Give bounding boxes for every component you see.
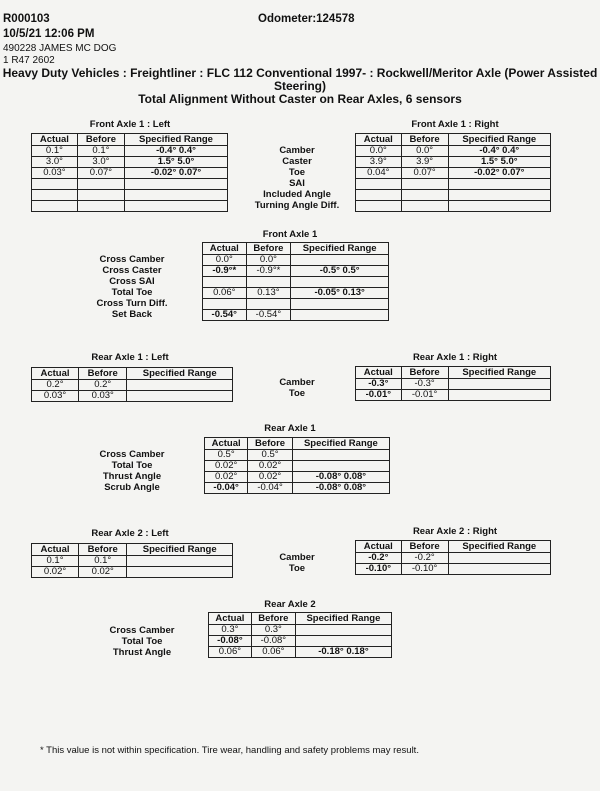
- cell-before: 3.0°: [77, 157, 124, 168]
- label-rear1-toe: Toe: [288, 388, 306, 399]
- cell-actual: 0.04°: [356, 168, 402, 179]
- col-before-header: Before: [77, 134, 124, 146]
- cell-before: 0.5°: [248, 450, 293, 461]
- cell-before: 0.1°: [77, 146, 124, 157]
- label-r1-total-toe: Total Toe: [111, 460, 153, 471]
- cell-actual: 0.3°: [209, 625, 252, 636]
- cell-before: -0.08°: [251, 636, 295, 647]
- label-rear2-toe: Toe: [288, 563, 306, 574]
- table-row: [32, 179, 228, 190]
- cell-range: -0.5° 0.5°: [291, 266, 389, 277]
- table-row: [32, 201, 228, 212]
- label-caster: Caster: [282, 156, 312, 167]
- cell-range: [291, 255, 389, 266]
- table-header-row: [356, 541, 551, 553]
- label-rear1-camber: Camber: [279, 377, 315, 388]
- table-row: [32, 380, 233, 391]
- table-header-row: [205, 438, 390, 450]
- vehicle-title-line1: Heavy Duty Vehicles : Freightliner : FLC 112 Conventional 1997- : Rockwell/Meritor Axle (Power Assisted: [2, 66, 598, 80]
- cell-actual: 0.03°: [32, 391, 79, 402]
- cell-actual: -0.9°*: [203, 266, 247, 277]
- front-measurement-labels: [222, 145, 372, 211]
- cell-range: -0.02° 0.07°: [448, 168, 550, 179]
- rear1-left-table: [31, 367, 233, 402]
- label-r1-thrust-angle: Thrust Angle: [102, 471, 162, 482]
- cell-actual: 3.0°: [32, 157, 78, 168]
- table-row: [356, 168, 551, 179]
- cell-range: [127, 380, 233, 391]
- cell-before: 0.13°: [246, 288, 291, 299]
- cell-actual: 0.06°: [209, 647, 252, 658]
- table-row: [205, 472, 390, 483]
- cell-range: -0.08° 0.08°: [292, 472, 389, 483]
- table-row: [356, 179, 551, 190]
- cell-before: -0.10°: [401, 564, 448, 575]
- cell-before: -0.9°*: [246, 266, 291, 277]
- col-actual-header: Actual: [203, 243, 247, 255]
- cell-before: [77, 201, 124, 212]
- col-before-header: Before: [248, 438, 293, 450]
- front-right-title: Front Axle 1 : Right: [411, 119, 499, 130]
- cell-actual: [203, 277, 247, 288]
- cell-range: [125, 190, 228, 201]
- report-datetime: 10/5/21 12:06 PM: [3, 28, 95, 40]
- table-row: [203, 255, 389, 266]
- col-actual-header: Actual: [32, 134, 78, 146]
- front-axle-labels: [72, 254, 192, 320]
- rear1-measurement-labels: [252, 377, 342, 399]
- cell-range: [292, 461, 389, 472]
- cell-before: 0.3°: [251, 625, 295, 636]
- cell-before: 0.02°: [248, 461, 293, 472]
- col-specified-range-header: Specified Range: [127, 544, 233, 556]
- cell-actual: -0.04°: [205, 483, 248, 494]
- cell-range: [292, 450, 389, 461]
- col-actual-header: Actual: [209, 613, 252, 625]
- vehicle-title-line2: Steering): [273, 79, 326, 93]
- label-turning-angle-diff: Turning Angle Diff.: [254, 200, 340, 211]
- table-row: [203, 288, 389, 299]
- cell-range: [448, 564, 550, 575]
- table-row: [32, 567, 233, 578]
- table-row: [32, 146, 228, 157]
- col-specified-range-header: Specified Range: [448, 134, 550, 146]
- table-row: [205, 483, 390, 494]
- cell-range: [125, 179, 228, 190]
- col-actual-header: Actual: [356, 541, 402, 553]
- cell-range: -0.18° 0.18°: [295, 647, 391, 658]
- cell-before: 0.2°: [79, 380, 127, 391]
- table-row: [356, 201, 551, 212]
- cell-actual: [32, 190, 78, 201]
- cell-range: [127, 391, 233, 402]
- cell-range: -0.4° 0.4°: [448, 146, 550, 157]
- cell-range: [295, 636, 391, 647]
- cell-actual: [203, 299, 247, 310]
- label-cross-turn-diff: Cross Turn Diff.: [96, 298, 168, 309]
- label-toe: Toe: [288, 167, 306, 178]
- label-r2-thrust-angle: Thrust Angle: [112, 647, 172, 658]
- label-camber: Camber: [279, 145, 315, 156]
- label-cross-caster: Cross Caster: [102, 265, 162, 276]
- col-specified-range-header: Specified Range: [295, 613, 391, 625]
- cell-actual: -0.01°: [356, 390, 402, 401]
- rear2-axle-labels: [82, 625, 202, 658]
- col-before-header: Before: [79, 368, 127, 380]
- cell-actual: 0.06°: [203, 288, 247, 299]
- cell-range: -0.4° 0.4°: [125, 146, 228, 157]
- rear2-left-title: Rear Axle 2 : Left: [91, 528, 169, 539]
- label-r2-total-toe: Total Toe: [121, 636, 163, 647]
- cell-range: [448, 190, 550, 201]
- cell-before: 0.07°: [77, 168, 124, 179]
- rear1-left-title: Rear Axle 1 : Left: [91, 352, 169, 363]
- table-row: [356, 379, 551, 390]
- cell-actual: [32, 201, 78, 212]
- col-specified-range-header: Specified Range: [125, 134, 228, 146]
- col-before-header: Before: [251, 613, 295, 625]
- rear2-left-table: [31, 543, 233, 578]
- col-before-header: Before: [246, 243, 291, 255]
- cell-before: 0.06°: [251, 647, 295, 658]
- cell-range: 1.5° 5.0°: [448, 157, 550, 168]
- cell-range: -0.02° 0.07°: [125, 168, 228, 179]
- table-row: [32, 556, 233, 567]
- cell-range: [295, 625, 391, 636]
- cell-actual: -0.08°: [209, 636, 252, 647]
- table-header-row: [356, 134, 551, 146]
- cell-range: -0.08° 0.08°: [292, 483, 389, 494]
- label-set-back: Set Back: [111, 309, 153, 320]
- cell-before: 0.1°: [79, 556, 127, 567]
- cell-actual: 0.03°: [32, 168, 78, 179]
- rear1-axle-table: [204, 437, 390, 494]
- table-row: [356, 146, 551, 157]
- table-row: [356, 390, 551, 401]
- table-row: [356, 564, 551, 575]
- cell-actual: 0.02°: [32, 567, 79, 578]
- cell-before: 0.07°: [401, 168, 448, 179]
- cell-before: -0.2°: [401, 553, 448, 564]
- cell-actual: 0.02°: [205, 461, 248, 472]
- label-cross-sai: Cross SAI: [109, 276, 155, 287]
- unit-info: 1 R47 2602: [3, 55, 55, 66]
- cell-before: -0.3°: [401, 379, 448, 390]
- rear1-axle-labels: [72, 449, 192, 493]
- col-specified-range-header: Specified Range: [291, 243, 389, 255]
- cell-before: [77, 190, 124, 201]
- cell-before: -0.54°: [246, 310, 291, 321]
- cell-range: 1.5° 5.0°: [125, 157, 228, 168]
- cell-before: [77, 179, 124, 190]
- cell-range: [291, 277, 389, 288]
- cell-actual: [32, 179, 78, 190]
- col-specified-range-header: Specified Range: [127, 368, 233, 380]
- col-actual-header: Actual: [32, 368, 79, 380]
- cell-before: [401, 190, 448, 201]
- col-actual-header: Actual: [32, 544, 79, 556]
- front-left-table: [31, 133, 228, 212]
- record-id: R000103: [3, 13, 50, 25]
- label-total-toe: Total Toe: [111, 287, 153, 298]
- cell-actual: -0.54°: [203, 310, 247, 321]
- front-axle-title: Front Axle 1: [262, 229, 318, 240]
- table-row: [203, 266, 389, 277]
- label-included-angle: Included Angle: [263, 189, 331, 200]
- cell-actual: 0.0°: [356, 146, 402, 157]
- front-axle-table: [202, 242, 389, 321]
- cell-actual: 0.5°: [205, 450, 248, 461]
- front-left-title: Front Axle 1 : Left: [89, 119, 171, 130]
- label-rear2-camber: Camber: [279, 552, 315, 563]
- cell-range: [448, 379, 550, 390]
- cell-before: [401, 179, 448, 190]
- cell-actual: 0.02°: [205, 472, 248, 483]
- cell-range: [125, 201, 228, 212]
- cell-before: 0.0°: [246, 255, 291, 266]
- rear2-right-title: Rear Axle 2 : Right: [412, 526, 498, 537]
- label-r2-cross-camber: Cross Camber: [109, 625, 175, 636]
- cell-before: [246, 299, 291, 310]
- cell-range: [291, 310, 389, 321]
- table-header-row: [209, 613, 392, 625]
- cell-range: [448, 390, 550, 401]
- cell-before: 0.0°: [401, 146, 448, 157]
- rear2-right-table: [355, 540, 551, 575]
- table-row: [205, 461, 390, 472]
- table-row: [356, 190, 551, 201]
- col-actual-header: Actual: [356, 367, 402, 379]
- col-before-header: Before: [401, 134, 448, 146]
- table-row: [209, 636, 392, 647]
- cell-actual: 0.1°: [32, 146, 78, 157]
- table-header-row: [32, 134, 228, 146]
- cell-actual: -0.3°: [356, 379, 402, 390]
- cell-before: 0.03°: [79, 391, 127, 402]
- rear1-right-title: Rear Axle 1 : Right: [412, 352, 498, 363]
- table-header-row: [356, 367, 551, 379]
- cell-before: -0.04°: [248, 483, 293, 494]
- cell-before: 0.02°: [248, 472, 293, 483]
- col-specified-range-header: Specified Range: [448, 541, 550, 553]
- customer-info: 490228 JAMES MC DOG: [3, 43, 117, 54]
- rear2-axle-table: [208, 612, 392, 658]
- col-actual-header: Actual: [205, 438, 248, 450]
- cell-actual: 0.0°: [203, 255, 247, 266]
- cell-range: [127, 556, 233, 567]
- cell-actual: 0.2°: [32, 380, 79, 391]
- odometer: Odometer:124578: [258, 13, 355, 25]
- table-header-row: [32, 368, 233, 380]
- col-before-header: Before: [401, 367, 448, 379]
- cell-range: [291, 299, 389, 310]
- rear2-axle-title: Rear Axle 2: [264, 599, 316, 610]
- label-cross-camber: Cross Camber: [99, 254, 165, 265]
- col-specified-range-header: Specified Range: [292, 438, 389, 450]
- table-row: [32, 190, 228, 201]
- cell-actual: 3.9°: [356, 157, 402, 168]
- front-right-table: [355, 133, 551, 212]
- alignment-type-title: Total Alignment Without Caster on Rear Axles, 6 sensors: [138, 92, 462, 106]
- table-row: [203, 277, 389, 288]
- label-r1-cross-camber: Cross Camber: [99, 449, 165, 460]
- rear1-right-table: [355, 366, 551, 401]
- cell-actual: 0.1°: [32, 556, 79, 567]
- col-before-header: Before: [401, 541, 448, 553]
- cell-actual: -0.2°: [356, 553, 402, 564]
- col-before-header: Before: [79, 544, 127, 556]
- table-header-row: [203, 243, 389, 255]
- table-row: [32, 168, 228, 179]
- table-row: [356, 157, 551, 168]
- table-row: [209, 647, 392, 658]
- cell-actual: -0.10°: [356, 564, 402, 575]
- table-row: [209, 625, 392, 636]
- cell-before: [246, 277, 291, 288]
- cell-before: -0.01°: [401, 390, 448, 401]
- rear1-axle-title: Rear Axle 1: [264, 423, 316, 434]
- cell-range: [448, 201, 550, 212]
- cell-range: [127, 567, 233, 578]
- label-sai: SAI: [289, 178, 305, 189]
- cell-range: -0.05° 0.13°: [291, 288, 389, 299]
- table-header-row: [32, 544, 233, 556]
- cell-before: 3.9°: [401, 157, 448, 168]
- cell-before: [401, 201, 448, 212]
- cell-range: [448, 179, 550, 190]
- rear2-measurement-labels: [252, 552, 342, 574]
- table-row: [356, 553, 551, 564]
- table-row: [32, 157, 228, 168]
- cell-before: 0.02°: [79, 567, 127, 578]
- label-r1-scrub-angle: Scrub Angle: [104, 482, 160, 493]
- table-row: [203, 299, 389, 310]
- table-row: [32, 391, 233, 402]
- specification-footnote: * This value is not within specification. Tire wear, handling and safety problems may result.: [40, 745, 419, 756]
- col-actual-header: Actual: [356, 134, 402, 146]
- col-specified-range-header: Specified Range: [448, 367, 550, 379]
- table-row: [203, 310, 389, 321]
- cell-range: [448, 553, 550, 564]
- table-row: [205, 450, 390, 461]
